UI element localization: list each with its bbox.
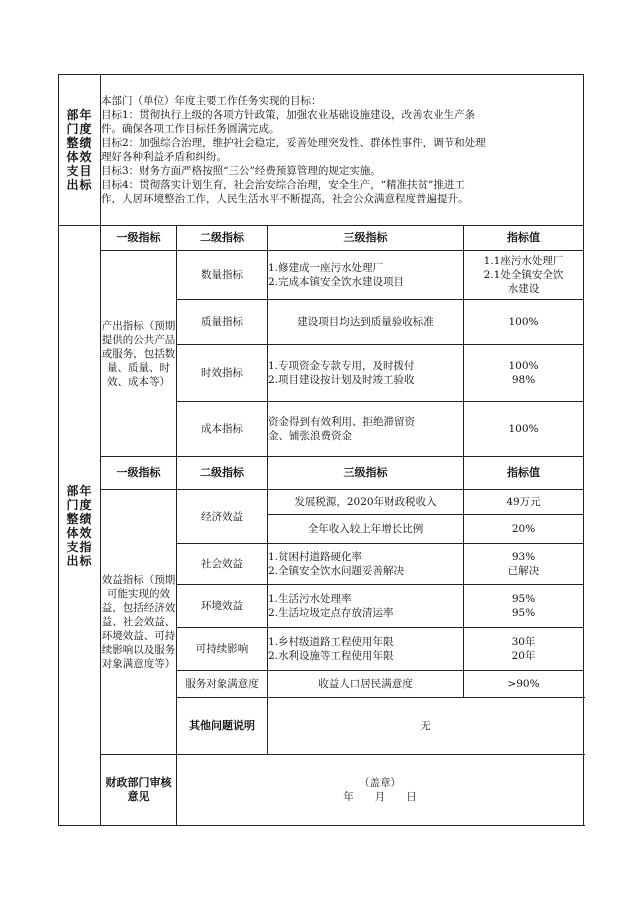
other-issues-label: 其他问题说明: [177, 698, 268, 755]
level3-cell: 1.乡村级道路工程使用年限 2.水利设施等工程使用年限: [268, 628, 464, 671]
finance-review-label: 财政部门审核意见: [101, 755, 177, 826]
header-level3: 三级指标: [268, 457, 464, 490]
goal-line: 目标2：加强综合治理，维护社会稳定，妥善处理突发性、群体性事件，调节和处理: [101, 137, 486, 149]
level3-cell: 1.贫困村道路硬化率 2.全镇安全饮水问题妥善解决: [268, 544, 464, 585]
level2-cell: 社会效益: [177, 544, 268, 585]
level3-cell: 全年收入较上年增长比例: [268, 515, 464, 544]
level3-cell: 1.生活污水处理率 2.生活垃圾定点存放清运率: [268, 585, 464, 628]
level2-cell: 服务对象满意度: [177, 671, 268, 698]
goal-line: 作，人居环境整治工作，人民生活水平不断提高，社会公众满意程度普遍提升。: [101, 193, 469, 205]
header-value: 指标值: [464, 226, 584, 251]
performance-table: [58, 74, 584, 826]
section-label-indicators: 部年 门度 整绩 体效 支指 出标: [59, 226, 101, 826]
goals-intro: 本部门（单位）年度主要工作任务实现的目标：: [101, 95, 322, 107]
header-level2: 二级指标: [177, 457, 268, 490]
finance-review-cell: [177, 755, 584, 826]
benefit-indicator-label: 效益指标（预期可能实现的效益，包括经济效益、社会效益、环境效益、可持续影响以及服务对象满意度等）: [101, 490, 177, 755]
level2-cell: 可持续影响: [177, 628, 268, 671]
header-level2: 二级指标: [177, 226, 268, 251]
date-text: 年 月 日: [343, 791, 417, 803]
stamp-text: （盖章）: [359, 777, 401, 789]
value-cell: 30年 20年: [464, 628, 584, 671]
value-cell: 100% 98%: [464, 345, 584, 402]
value-cell: 100%: [464, 402, 584, 457]
goals-text: [101, 75, 584, 226]
value-cell: 20%: [464, 515, 584, 544]
goals-row: [59, 75, 584, 226]
header-level1: 一级指标: [101, 226, 177, 251]
value-cell: 100%: [464, 300, 584, 345]
header-level3: 三级指标: [268, 226, 464, 251]
indicator-header-row: [59, 457, 584, 490]
header-value: 指标值: [464, 457, 584, 490]
table-row: [59, 251, 584, 300]
level3-cell: 1.专项资金专款专用，及时拨付 2.项目建设按计划及时竣工验收: [268, 345, 464, 402]
table-row: [59, 490, 584, 515]
value-cell: 49万元: [464, 490, 584, 515]
indicator-header-row: [59, 226, 584, 251]
value-cell: 1.1座污水处理厂 2.1处全镇安全饮 水建设: [464, 251, 584, 300]
level3-cell: 资金得到有效利用、拒绝滞留资 金、铺张浪费资金: [268, 402, 464, 457]
goal-line: 目标1：贯彻执行上级的各项方针政策，加强农业基础设施建设，改善农业生产条: [101, 109, 476, 121]
level3-cell: 收益人口居民满意度: [268, 671, 464, 698]
goal-line: 理好各种利益矛盾和纠纷。: [101, 151, 227, 163]
other-issues-value: 无: [268, 698, 584, 755]
level3-cell: 1.修建成一座污水处理厂 2.完成本镇安全饮水建设项目: [268, 251, 464, 300]
level2-cell: 时效指标: [177, 345, 268, 402]
goal-line: 目标3：财务方面严格按照“三公”经费预算管理的规定实施。: [101, 165, 381, 177]
level2-cell: 质量指标: [177, 300, 268, 345]
goal-line: 目标4：贯彻落实计划生育，社会治安综合治理，安全生产，“精准扶贫”推进工: [101, 179, 465, 191]
level3-cell: 建设项目均达到质量验收标准: [268, 300, 464, 345]
level2-cell: 环境效益: [177, 585, 268, 628]
value-cell: 95% 95%: [464, 585, 584, 628]
goal-line: 件。确保各项工作目标任务圆满完成。: [101, 123, 280, 135]
section-label-goals: 部年 门度 整绩 体效 支目 出标: [59, 75, 101, 226]
output-indicator-label: 产出指标（预期提供的公共产品或服务，包括数量、质量、时效、成本等）: [101, 251, 177, 457]
value-cell: 93% 已解决: [464, 544, 584, 585]
finance-review-row: [59, 755, 584, 826]
level2-cell: 经济效益: [177, 490, 268, 544]
level3-cell: 发展税源，2020年财政税收入: [268, 490, 464, 515]
level2-cell: 成本指标: [177, 402, 268, 457]
value-cell: >90%: [464, 671, 584, 698]
header-level1: 一级指标: [101, 457, 177, 490]
level2-cell: 数量指标: [177, 251, 268, 300]
